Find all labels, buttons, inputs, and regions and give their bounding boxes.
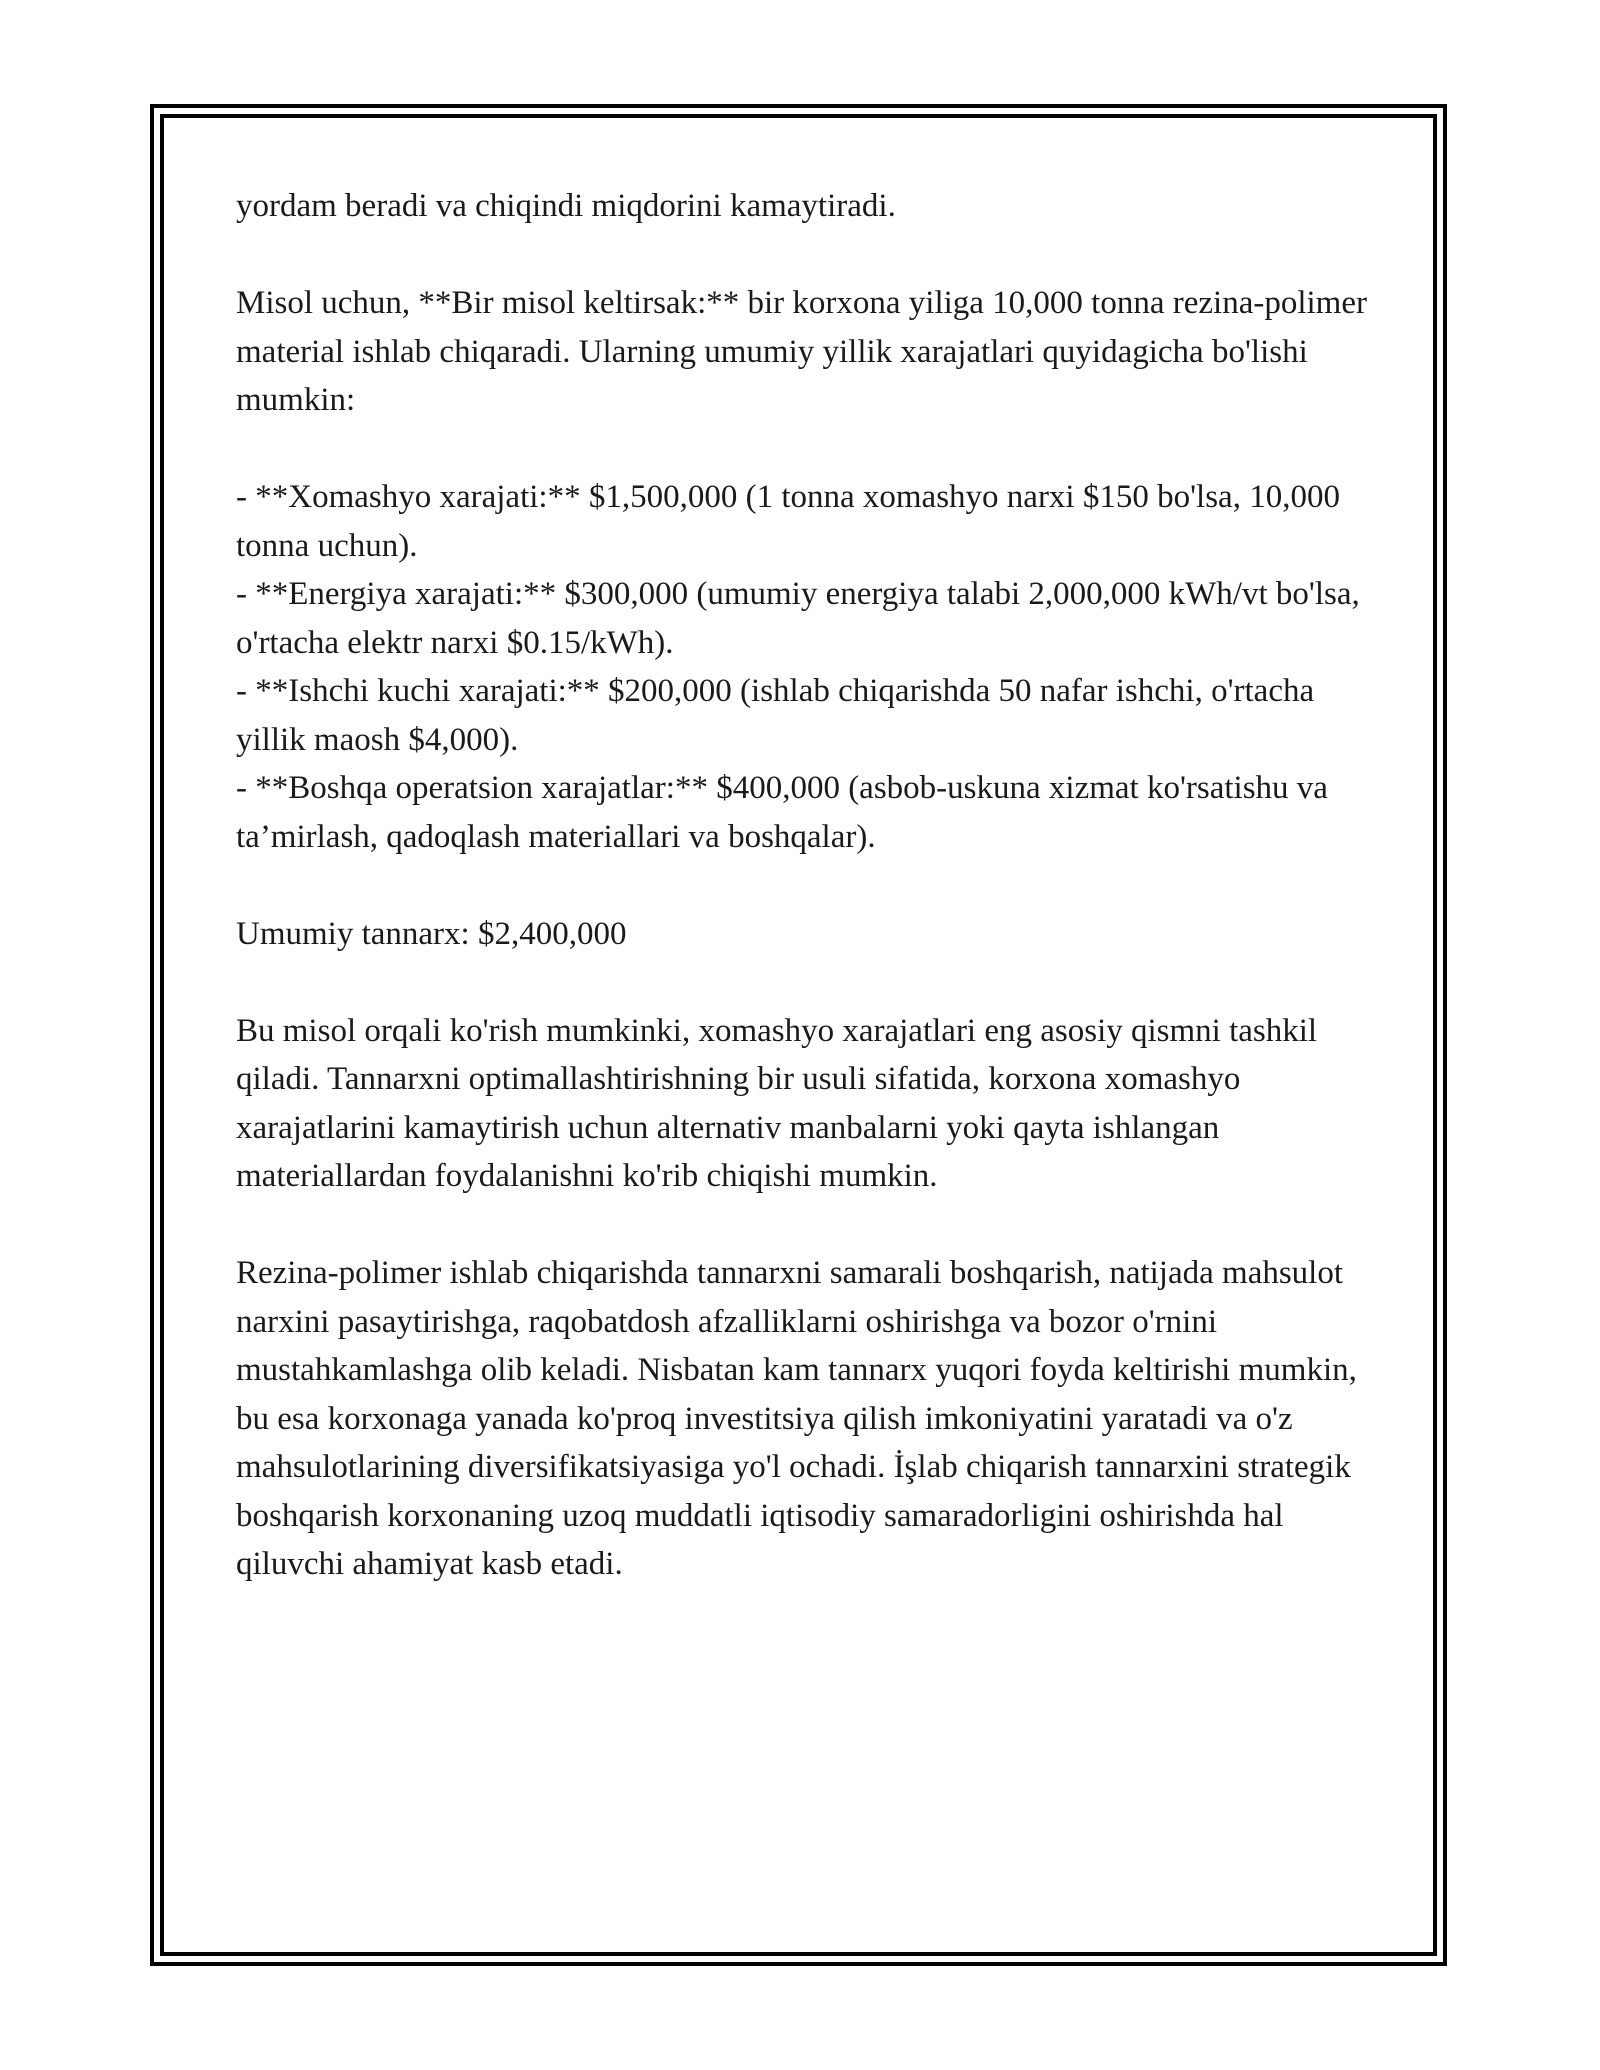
paragraph-example: Misol uchun, **Bir misol keltirsak:** bir korxona yiliga 10,000 tonna rezina-polimer material ishlab chiqaradi. Ularning umumiy yillik xarajatlari quyidagicha bo'lishi mumkin: [236,285,1367,418]
cost-list [236,473,1376,861]
cost-item-energy: - **Energiya xarajati:** $300,000 (umumiy energiya talabi 2,000,000 kWh/vt bo'lsa, o'rtacha elektr narxi $0.15/kWh). [236,576,1360,661]
cost-item-labor: - **Ishchi kuchi xarajati:** $200,000 (ishlab chiqarishda 50 nafar ishchi, o'rtacha yillik maosh $4,000). [236,673,1315,758]
cost-item-other-operational: - **Boshqa operatsion xarajatlar:** $400,000 (asbob-uskuna xizmat ko'rsatishu va ta’mirlash, qadoqlash materiallari va boshqalar). [236,770,1328,855]
paragraph-analysis: Bu misol orqali ko'rish mumkinki, xomashyo xarajatlari eng asosiy qismni tashkil qiladi. Tannarxni optimallashtirishning bir usuli sifatida, korxona xomashyo xarajatlarini kamaytirish uchun alternativ manbalarni yoki qayta ishlangan materiallardan foydalanishni ko'rib chiqishi mumkin. [236,1012,1318,1194]
document-body [236,182,1376,1637]
paragraph-conclusion: Rezina-polimer ishlab chiqarishda tannarxni samarali boshqarish, natijada mahsulot narxini pasaytirishga, raqobatdosh afzalliklarni oshirishga va bozor o'rnini mustahkamlashga olib keladi. Nisbatan kam tannarx yuqori foyda keltirishi mumkin, bu esa korxonaga yanada ko'proq investitsiya qilish imkoniyatini yaratadi va o'z mahsulotlarining diversifikatsiyasiga yo'l ochadi. İşlab chiqarish tannarxini strategik boshqarish korxonaning uzoq muddatli iqtisodiy samaradorligini oshirishda hal qiluvchi ahamiyat kasb etadi. [236,1255,1357,1582]
cost-item-raw-materials: - **Xomashyo xarajati:** $1,500,000 (1 tonna xomashyo narxi $150 bo'lsa, 10,000 tonna uchun). [236,479,1340,564]
paragraph-intro-fragment: yordam beradi va chiqindi miqdorini kamaytiradi. [236,188,896,224]
total-cost-line: Umumiy tannarx: $2,400,000 [236,915,627,952]
